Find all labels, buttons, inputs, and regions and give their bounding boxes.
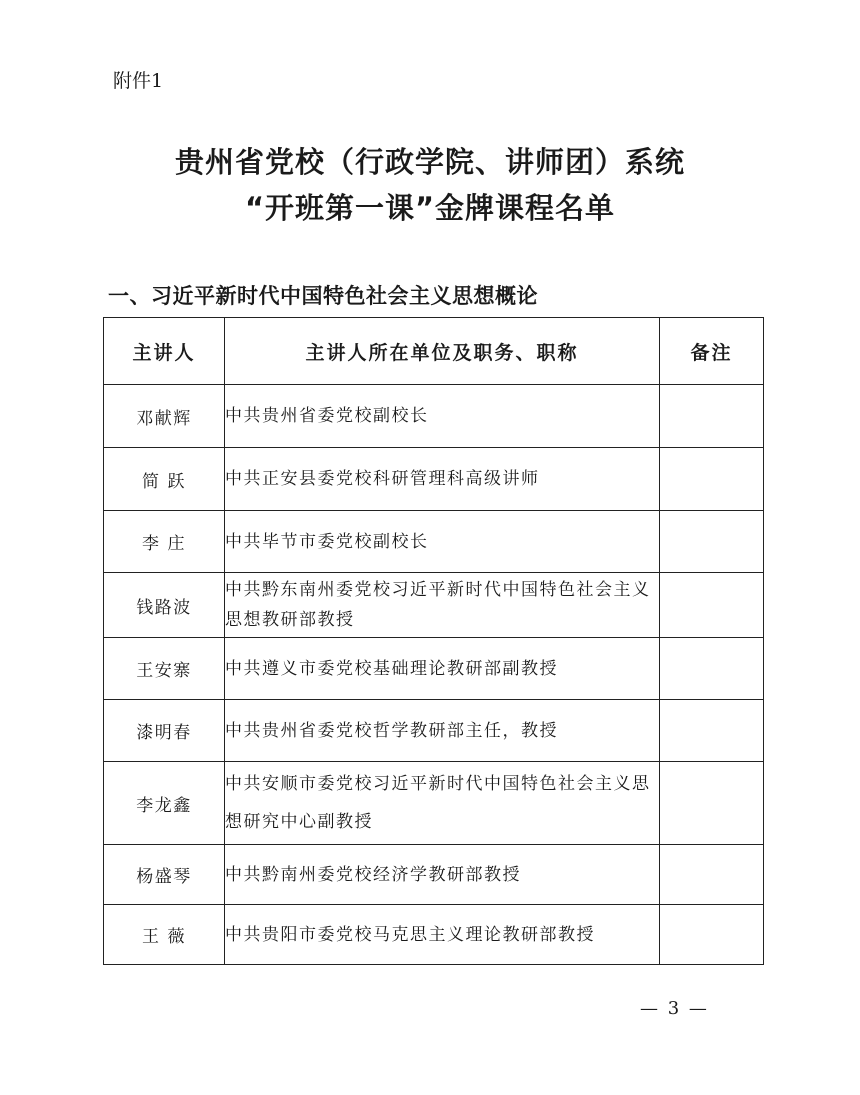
table-row	[104, 845, 764, 905]
section-heading: 一、习近平新时代中国特色社会主义思想概论	[108, 284, 538, 308]
table-row	[104, 511, 764, 573]
speaker-unit: 中共贵州省委党校哲学教研部主任，教授	[225, 700, 660, 762]
table-row	[104, 573, 764, 638]
header-unit: 主讲人所在单位及职务、职称	[225, 318, 660, 385]
table-row	[104, 638, 764, 700]
header-remarks: 备注	[660, 318, 764, 385]
table-row	[104, 385, 764, 448]
header-speaker: 主讲人	[104, 318, 225, 385]
speaker-unit: 中共正安县委党校科研管理科高级讲师	[225, 448, 660, 511]
page-number: — 3 —	[640, 998, 709, 1019]
attachment-label: 附件1	[113, 70, 164, 92]
table-row	[104, 700, 764, 762]
speaker-unit: 中共遵义市委党校基础理论教研部副教授	[225, 638, 660, 700]
speaker-name: 简 跃	[104, 448, 225, 511]
speaker-remark	[660, 448, 764, 511]
table-row	[104, 762, 764, 845]
speaker-remark	[660, 700, 764, 762]
table-row	[104, 448, 764, 511]
speaker-remark	[660, 573, 764, 638]
speaker-unit: 中共黔南州委党校经济学教研部教授	[225, 845, 660, 905]
document-title-line-1: 贵州省党校（行政学院、讲师团）系统	[174, 145, 685, 179]
speaker-name: 李 庄	[104, 511, 225, 573]
speaker-remark	[660, 845, 764, 905]
speaker-unit: 中共黔东南州委党校习近平新时代中国特色社会主义思想教研部教授	[225, 573, 660, 638]
speaker-remark	[660, 385, 764, 448]
speaker-table	[103, 317, 764, 965]
table-row	[104, 905, 764, 965]
speaker-name: 王 薇	[104, 905, 225, 965]
speaker-name: 钱路波	[104, 573, 225, 638]
table-header-row	[104, 318, 764, 385]
speaker-name: 漆明春	[104, 700, 225, 762]
speaker-name: 王安寨	[104, 638, 225, 700]
speaker-unit: 中共安顺市委党校习近平新时代中国特色社会主义思想研究中心副教授	[225, 762, 660, 845]
document-title-line-2: “开班第一课”金牌课程名单	[244, 191, 616, 225]
speaker-remark	[660, 638, 764, 700]
speaker-remark	[660, 905, 764, 965]
speaker-unit: 中共贵州省委党校副校长	[225, 385, 660, 448]
speaker-remark	[660, 762, 764, 845]
speaker-name: 李龙鑫	[104, 762, 225, 845]
speaker-unit: 中共贵阳市委党校马克思主义理论教研部教授	[225, 905, 660, 965]
speaker-name: 杨盛琴	[104, 845, 225, 905]
speaker-remark	[660, 511, 764, 573]
speaker-name: 邓献辉	[104, 385, 225, 448]
speaker-unit: 中共毕节市委党校副校长	[225, 511, 660, 573]
